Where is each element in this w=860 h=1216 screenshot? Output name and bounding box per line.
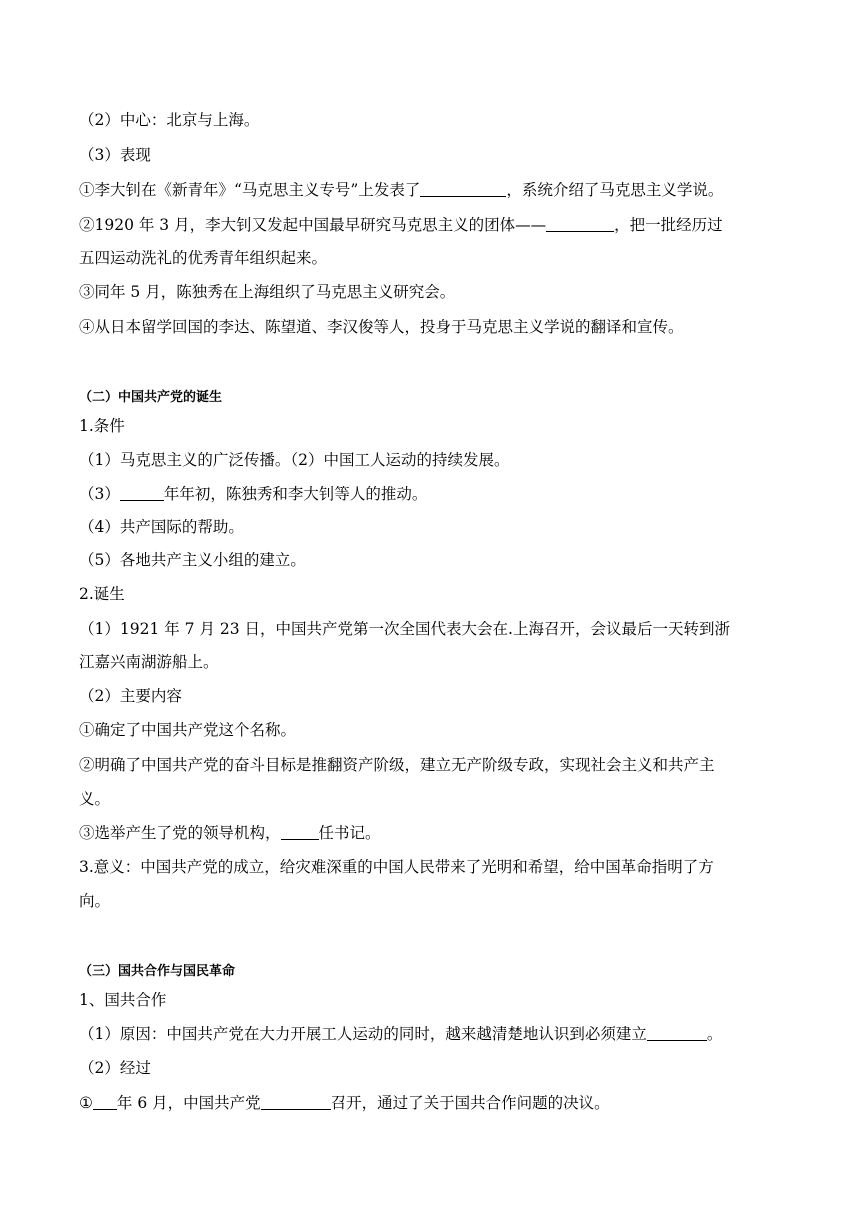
text-fragment: ①李大钊在《新青年》“马克思主义专号”上发表了 [79,181,421,199]
text-line: （2）中心：北京与上海。 [79,111,260,129]
text-line [79,484,427,504]
text-fragment: ③选举产生了党的领导机构， [79,824,281,842]
text-line: （3）表现 [79,146,151,164]
text-line [79,215,723,235]
text-fragment: 年年初，陈独秀和李大钊等人的推动。 [163,485,428,503]
text-line: 1.条件 [79,417,125,435]
text-fragment: 任书记。 [318,824,381,842]
text-line: （4）共产国际的帮助。 [79,518,244,536]
answer-blank[interactable] [261,1095,331,1110]
text-fragment: 。 [706,1025,723,1043]
text-fragment: （1）原因：中国共产党在大力开展工人运动的同时，越来越清楚地认识到必须建立 [79,1025,647,1043]
text-line: （2）主要内容 [79,687,182,705]
text-line [79,823,381,843]
text-fragment: ① [79,1094,93,1112]
text-line: ④从日本留学回国的李达、陈望道、李汉俊等人，投身于马克思主义学说的翻译和宣传。 [79,318,684,336]
text-line [79,180,723,200]
text-line: 向。 [79,892,111,910]
section-heading: （二）中国共产党的诞生 [79,390,223,405]
text-line: 3.意义：中国共产党的成立，给灾难深重的中国人民带来了光明和希望，给中国革命指明了方 [79,858,714,876]
text-fragment: 年 6 月，中国共产党 [116,1094,261,1112]
answer-blank[interactable] [647,1026,707,1041]
text-line: ②明确了中国共产党的奋斗目标是推翻资产阶级，建立无产阶级专政，实现社会主义和共产主 [79,756,715,774]
text-line: ①确定了中国共产党这个名称。 [79,721,297,739]
text-line: （2）经过 [79,1059,151,1077]
text-fragment: ，把一批经历过 [614,216,723,234]
answer-blank[interactable] [420,182,506,197]
section-heading: （三）国共合作与国民革命 [79,964,236,979]
answer-blank[interactable] [93,1095,117,1110]
answer-blank[interactable] [546,217,614,232]
answer-blank[interactable] [281,825,319,840]
text-line: （1）马克思主义的广泛传播。（2）中国工人运动的持续发展。 [79,451,510,469]
text-fragment: ②1920 年 3 月，李大钊又发起中国最早研究马克思主义的团体—— [79,216,547,234]
text-line: 江嘉兴南湖游船上。 [79,653,219,671]
text-line [79,1093,610,1113]
text-fragment: 召开，通过了关于国共合作问题的决议。 [330,1094,610,1112]
text-line: （5）各地共产主义小组的建立。 [79,551,306,569]
text-line [79,1024,722,1044]
answer-blank[interactable] [120,486,164,501]
text-line: 1、国共合作 [79,991,167,1009]
text-fragment: ，系统介绍了马克思主义学说。 [506,181,724,199]
text-fragment: （3） [79,485,120,503]
text-line: ③同年 5 月，陈独秀在上海组织了马克思主义研究会。 [79,283,456,301]
text-line: （1）1921 年 7 月 23 日，中国共产党第一次全国代表大会在.上海召开，会议最后一天转到浙 [79,620,730,638]
text-line: 五四运动洗礼的优秀青年组织起来。 [79,249,328,267]
text-line: 2.诞生 [79,585,125,603]
text-line: 义。 [79,790,111,808]
